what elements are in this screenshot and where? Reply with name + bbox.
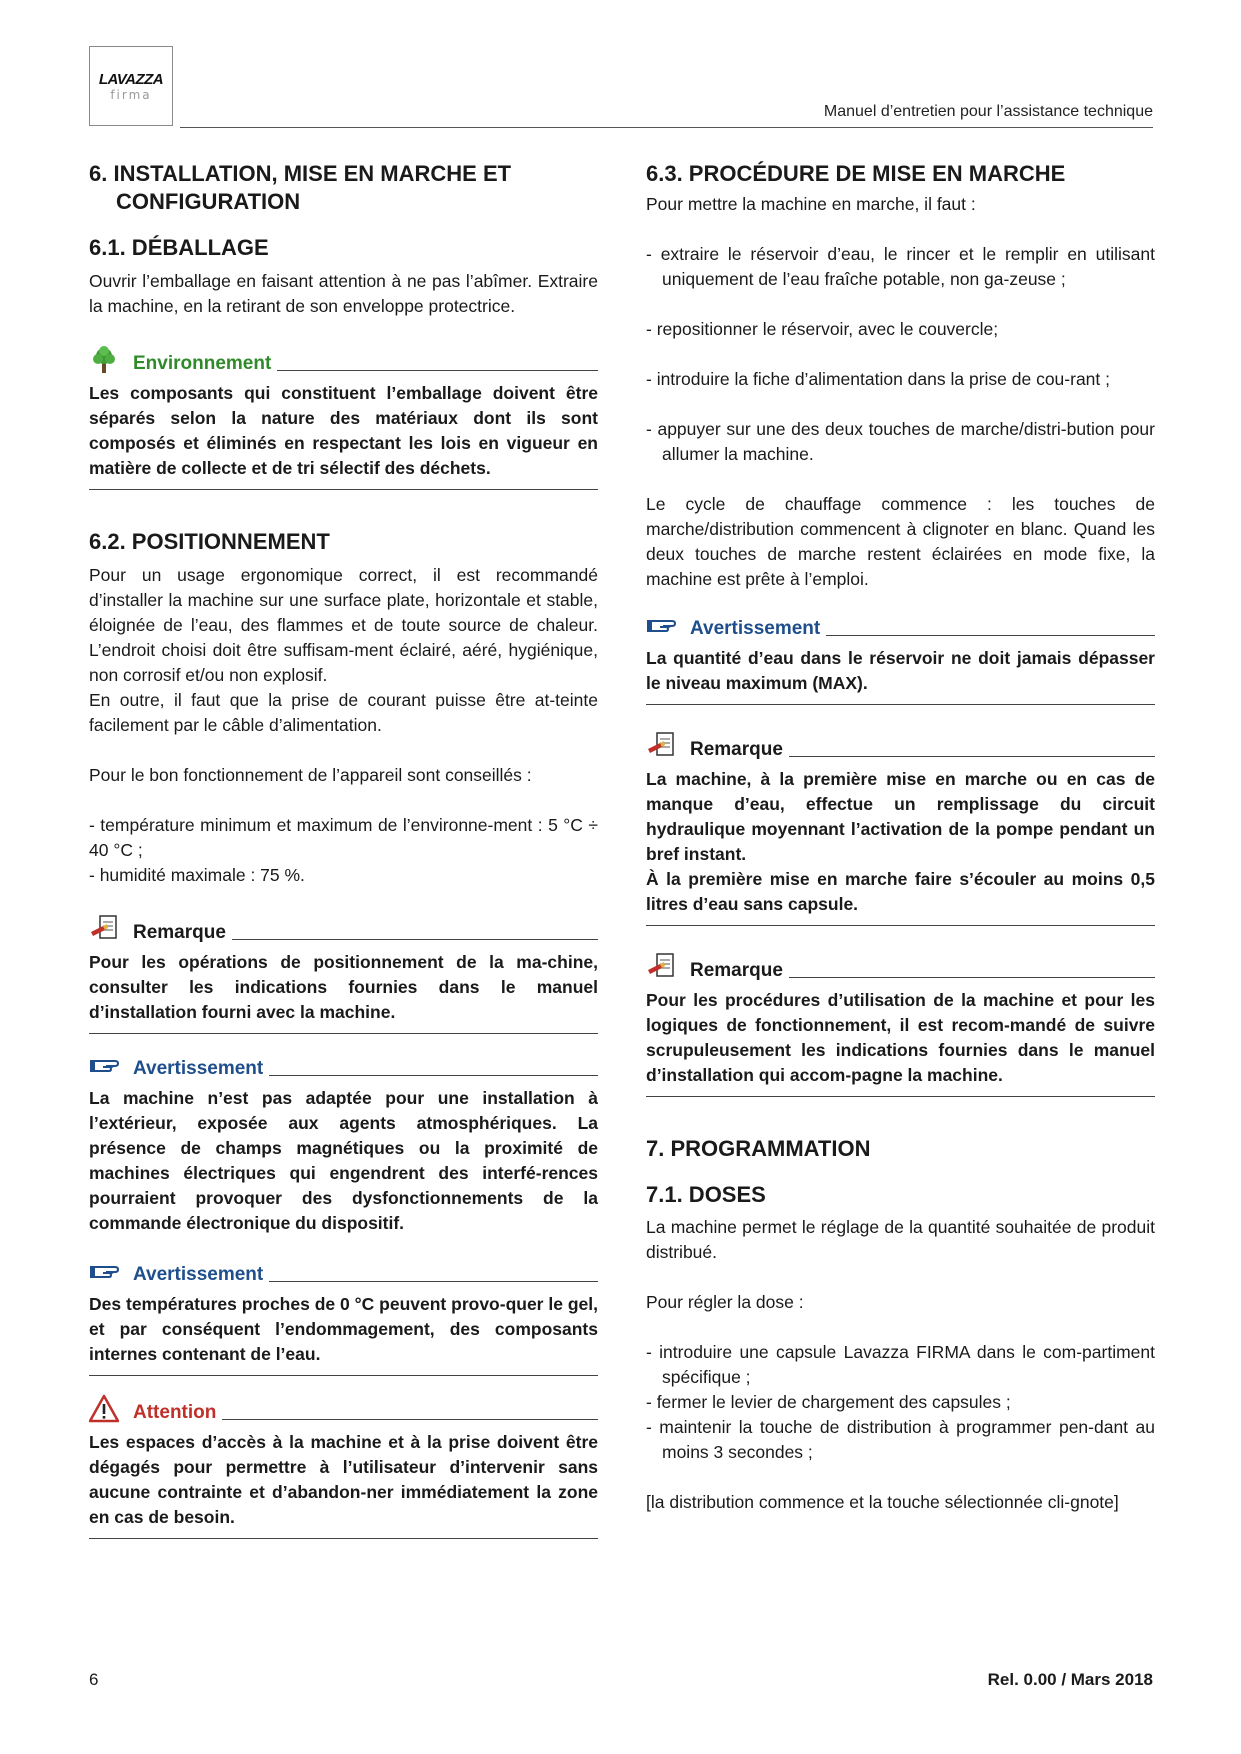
document-title: Manuel d’entretien pour l’assistance technique	[823, 103, 1153, 120]
page-number: 6	[89, 1670, 99, 1689]
chapter-6-heading	[89, 160, 598, 216]
environment-note-header	[89, 341, 598, 375]
warning-1-label: Avertissement	[133, 1058, 264, 1079]
section-6-2-text-3: Pour le bon fonctionnement de l’appareil sont conseillés :	[89, 765, 532, 785]
remark-2-header	[646, 727, 1155, 761]
remark-3-text: Pour les procédures d’utilisation de la machine et pour les logiques de fonctionnement, il est recom-mandé de suivre scrupuleusement les indications fournies dans le manuel d’installation qui accom-pagne la machine.	[646, 990, 1155, 1085]
warning-2-header	[89, 1252, 598, 1286]
note-header-line	[826, 635, 1155, 636]
remark-pencil-icon	[646, 731, 676, 761]
note-header-line	[277, 370, 598, 371]
pointing-hand-icon	[89, 1256, 119, 1286]
remark-pencil-icon	[646, 952, 676, 982]
note-header-line	[222, 1419, 598, 1420]
logo-subbrand: firma	[110, 88, 152, 102]
warning-2-label: Avertissement	[133, 1264, 264, 1285]
section-6-1-text: Ouvrir l’emballage en faisant attention à ne pas l’abîmer. Extraire la machine, en la retirant de son enveloppe protectrice.	[89, 271, 598, 316]
remark-1-text: Pour les opérations de positionnement de la ma-chine, consulter les indications fournies dans le manuel d’installation fourni avec la machine.	[89, 952, 598, 1022]
section-7-1-text-2: Pour régler la dose :	[646, 1292, 804, 1312]
warning-3-text: La quantité d’eau dans le réservoir ne doit jamais dépasser le niveau maximum (MAX).	[646, 648, 1155, 693]
section-6-2-text-1: Pour un usage ergonomique correct, il est recommandé d’installer la machine sur une surface plate, horizontale et stable, éloignée de l’eau, des flammes et de toute source de chaleur. L’endroit choisi doit être suffisam-ment éclairé, aéré, hygiénique, non corrosif et/ou non explosif.	[89, 565, 598, 685]
attention-header	[89, 1390, 598, 1424]
warning-3-header	[646, 606, 1155, 640]
brand-logo	[89, 46, 173, 126]
note-header-line	[269, 1075, 598, 1076]
note-header-line	[232, 939, 598, 940]
note-divider	[646, 1096, 1155, 1097]
environment-text: Les composants qui constituent l’emballage doivent être séparés selon la nature des matériaux dont ils sont composés et éliminés en respectant les lois en vigueur en matière de collecte et de tri sélectif des déchets.	[89, 383, 598, 478]
release-info: Rel. 0.00 / Mars 2018	[987, 1670, 1153, 1689]
section-6-3-item-1: - extraire le réservoir d’eau, le rincer et le remplir en utilisant uniquement de l’eau fraîche potable, non ga-zeuse ;	[646, 244, 1155, 289]
remark-pencil-icon	[89, 914, 119, 944]
note-divider	[89, 1033, 598, 1034]
right-column	[646, 160, 1155, 1515]
remark-3-header	[646, 948, 1155, 982]
warning-triangle-icon	[89, 1394, 119, 1424]
remark-2-label: Remarque	[690, 739, 783, 760]
section-7-1-text-3: [la distribution commence et la touche sélectionnée cli-gnote]	[646, 1492, 1119, 1512]
remark-3-label: Remarque	[690, 960, 783, 981]
section-6-2-text-2: En outre, il faut que la prise de courant puisse être at-teinte facilement par le câble d’alimentation.	[89, 690, 598, 735]
chapter-6-heading-line1: 6. INSTALLATION, MISE EN MARCHE ET	[89, 161, 512, 186]
warning-2-text: Des températures proches de 0 °C peuvent provo-quer le gel, et par conséquent l’endommagement, des composants internes contenant de l’eau.	[89, 1294, 598, 1364]
chapter-7-heading: 7. PROGRAMMATION	[646, 1136, 871, 1161]
warning-1-text: La machine n’est pas adaptée pour une installation à l’extérieur, exposée aux agents atmosphériques. La présence de champs magnétiques ou la proximité de machines électriques qui engendrent des interfé-rences pourraient provoquer des dysfonctionnements de la commande électronique du dispositif.	[89, 1088, 598, 1233]
section-7-1-heading: 7.1. DOSES	[646, 1182, 766, 1207]
warning-3-label: Avertissement	[690, 618, 821, 639]
section-6-3-heading: 6.3. PROCÉDURE DE MISE EN MARCHE	[646, 161, 1066, 186]
note-divider	[646, 704, 1155, 705]
chapter-6-heading-line2: CONFIGURATION	[116, 189, 301, 214]
remark-1-header	[89, 910, 598, 944]
note-divider	[89, 1538, 598, 1539]
section-7-1-text-1: La machine permet le réglage de la quantité souhaitée de produit distribué.	[646, 1217, 1155, 1262]
remark-2-text-2: À la première mise en marche faire s’écouler au moins 0,5 litres d’eau sans capsule.	[646, 869, 1155, 914]
section-6-2-item-2: - humidité maximale : 75 %.	[89, 865, 305, 885]
note-divider	[89, 489, 598, 490]
section-6-2-item-1: - température minimum et maximum de l’environne-ment : 5 °C ÷ 40 °C ;	[89, 815, 598, 860]
pointing-hand-icon	[89, 1050, 119, 1080]
section-7-1-item-2: - fermer le levier de chargement des capsules ;	[646, 1392, 1011, 1412]
attention-text: Les espaces d’accès à la machine et à la prise doivent être dégagés pour permettre à l’utilisateur d’intervenir sans aucune contrainte et d’abandon-ner immédiatement la zone en cas de besoin.	[89, 1432, 598, 1527]
note-header-line	[789, 977, 1155, 978]
note-header-line	[269, 1281, 598, 1282]
left-column	[89, 160, 598, 1539]
note-divider	[89, 1375, 598, 1376]
section-6-2-heading: 6.2. POSITIONNEMENT	[89, 529, 330, 554]
warning-1-header	[89, 1046, 598, 1080]
remark-2-text-1: La machine, à la première mise en marche ou en cas de manque d’eau, effectue un remplissage du circuit hydraulique moyennant l’activation de la pompe pendant un bref instant.	[646, 769, 1155, 864]
section-7-1-item-3: - maintenir la touche de distribution à programmer pen-dant au moins 3 secondes ;	[646, 1417, 1155, 1462]
section-6-3-item-4: - appuyer sur une des deux touches de marche/distri-bution pour allumer la machine.	[646, 419, 1155, 464]
environment-label: Environnement	[133, 353, 272, 374]
logo-wordmark: LAVAZZA	[98, 71, 164, 88]
remark-1-label: Remarque	[133, 922, 226, 943]
note-header-line	[789, 756, 1155, 757]
section-7-1-item-1: - introduire une capsule Lavazza FIRMA dans le com-partiment spécifique ;	[646, 1342, 1155, 1387]
section-6-3-item-3: - introduire la fiche d’alimentation dans la prise de cou-rant ;	[646, 369, 1110, 389]
section-6-3-intro: Pour mettre la machine en marche, il faut :	[646, 194, 976, 214]
section-6-3-text: Le cycle de chauffage commence : les touches de marche/distribution commencent à clignoter en blanc. Quand les deux touches de marche restent éclairées en mode fixe, la machine est prête à l’emploi.	[646, 494, 1155, 589]
pointing-hand-icon	[646, 610, 676, 640]
attention-label: Attention	[133, 1402, 217, 1423]
header-divider	[180, 127, 1153, 128]
section-6-1-heading: 6.1. DÉBALLAGE	[89, 235, 269, 260]
section-6-3-item-2: - repositionner le réservoir, avec le couvercle;	[646, 319, 999, 339]
tree-icon	[89, 345, 119, 375]
note-divider	[646, 925, 1155, 926]
